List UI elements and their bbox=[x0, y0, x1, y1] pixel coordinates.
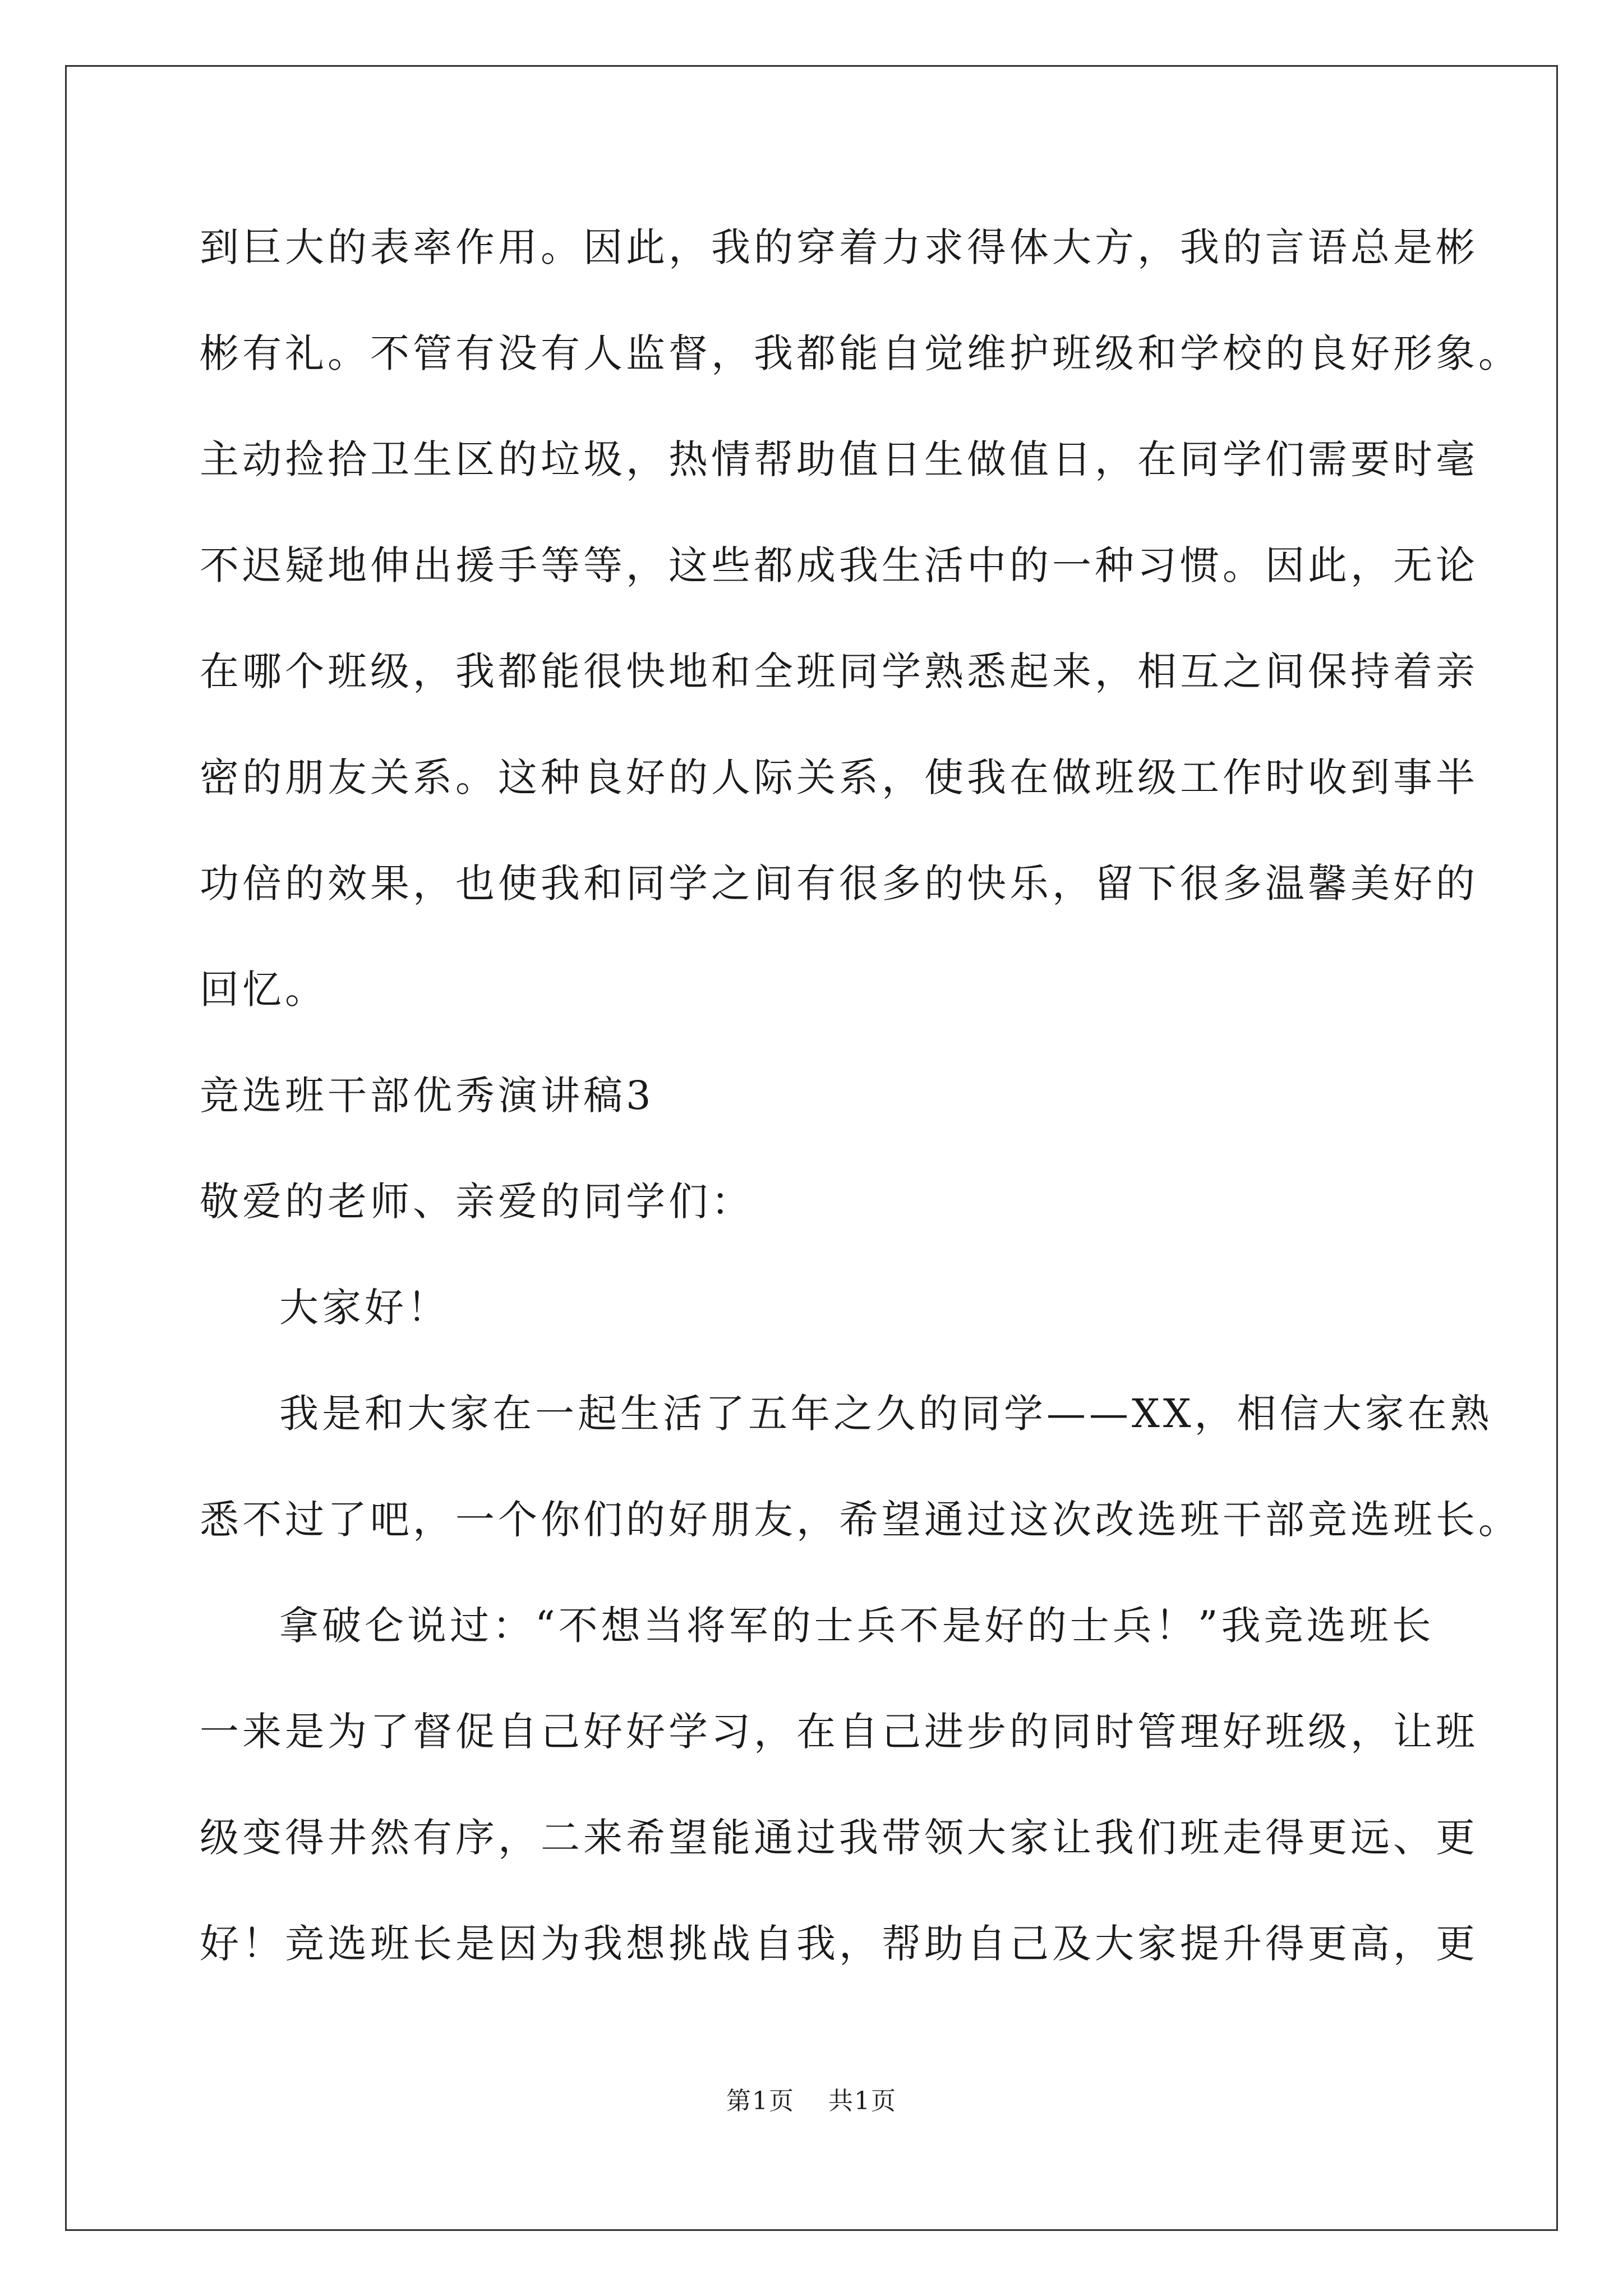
text-line: 悉不过了吧，一个你们的好朋友，希望通过这次改选班干部竞选班长。 bbox=[200, 1497, 1521, 1543]
text-line: 不迟疑地伸出援手等等，这些都成我生活中的一种习惯。因此，无论 bbox=[200, 542, 1478, 588]
document-body bbox=[200, 217, 1521, 2019]
text-line: 回忆。 bbox=[200, 967, 328, 1013]
text-line: 好！竞选班长是因为我想挑战自我，帮助自己及大家提升得更高，更 bbox=[200, 1921, 1478, 1967]
greeting: 大家好！ bbox=[279, 1285, 450, 1331]
text-line: 密的朋友关系。这种良好的人际关系，使我在做班级工作时收到事半 bbox=[200, 754, 1478, 800]
text-line: 一来是为了督促自己好好学习，在自己进步的同时管理好班级，让班 bbox=[200, 1709, 1478, 1755]
text-line: 功倍的效果，也使我和同学之间有很多的快乐，留下很多温馨美好的 bbox=[200, 861, 1478, 907]
text-line: 拿破仑说过：“不想当将军的士兵不是好的士兵！”我竞选班长 bbox=[279, 1603, 1435, 1649]
text-line: 彬有礼。不管有没有人监督，我都能自觉维护班级和学校的良好形象。 bbox=[200, 330, 1521, 376]
text-line: 主动捡拾卫生区的垃圾，热情帮助值日生做值日，在同学们需要时毫 bbox=[200, 436, 1478, 482]
salutation: 敬爱的老师、亲爱的同学们： bbox=[200, 1179, 754, 1225]
text-line: 到巨大的表率作用。因此，我的穿着力求得体大方，我的言语总是彬 bbox=[200, 224, 1478, 270]
text-line: 在哪个班级，我都能很快地和全班同学熟悉起来，相互之间保持着亲 bbox=[200, 648, 1478, 694]
section-title: 竞选班干部优秀演讲稿3 bbox=[200, 1073, 654, 1119]
page-footer bbox=[0, 2085, 1623, 2118]
page-number: 第1页 bbox=[726, 2087, 795, 2115]
page-total: 共1页 bbox=[828, 2087, 897, 2115]
text-line: 级变得井然有序，二来希望能通过我带领大家让我们班走得更远、更 bbox=[200, 1815, 1478, 1861]
text-line: 我是和大家在一起生活了五年之久的同学——XX，相信大家在熟 bbox=[279, 1391, 1493, 1437]
